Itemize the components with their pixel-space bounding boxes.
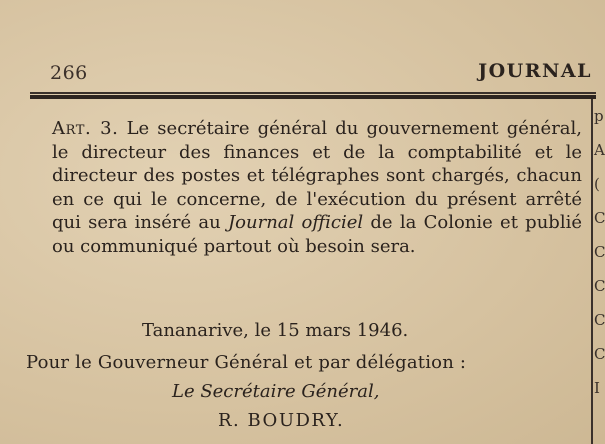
signature: R. BOUDRY. — [218, 410, 345, 431]
article-text: Le secrétaire général du gouvernement général, le directeur des finances et de la comptabilité et le directeur des postes et télégraphes sont chargés, chacun en ce qui le concerne, de l'exécution du présent arrêté qui sera inséré au — [52, 118, 583, 233]
next-column-fragment: C — [594, 277, 605, 295]
page-number: 266 — [50, 62, 88, 84]
delegation-line: Pour le Gouverneur Général et par délégation : — [26, 352, 467, 373]
next-column-fragment: ( — [594, 175, 600, 193]
dateline: Tananarive, le 15 mars 1946. — [142, 320, 409, 341]
running-head: JOURNAL — [478, 60, 592, 82]
article-text-end: de la Colonie et publié ou communiqué partout où besoin sera. — [52, 212, 582, 257]
next-column-fragment: C — [594, 209, 605, 227]
next-column-fragment: C — [594, 311, 605, 329]
header-rule-thin — [30, 92, 596, 94]
next-column-fragment: p — [594, 107, 604, 125]
next-column-fragment: A — [594, 141, 605, 159]
next-column-fragment: C — [594, 345, 605, 363]
header-rule-thick — [30, 95, 596, 99]
next-column-fragment: I — [594, 379, 600, 397]
article-paragraph — [52, 117, 582, 258]
next-column-fragments — [594, 99, 605, 444]
column-rule — [591, 99, 593, 444]
signatory-title: Le Secrétaire Général, — [172, 381, 380, 402]
next-column-fragment: C — [594, 243, 605, 261]
journal-title: Journal officiel — [227, 212, 364, 233]
article-label: Art. 3. — [52, 118, 119, 139]
